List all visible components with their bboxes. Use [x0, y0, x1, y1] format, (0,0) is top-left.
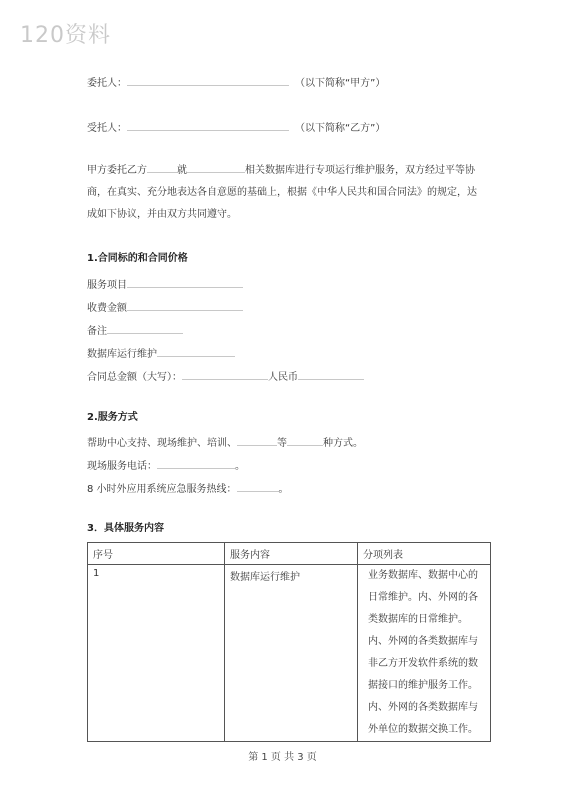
intro-paragraph — [87, 160, 477, 226]
header-content: 服务内容 — [225, 543, 358, 565]
item-blank[interactable] — [107, 321, 183, 334]
section3-title: 3．具体服务内容 — [87, 523, 164, 534]
item-label: 服务项目 — [87, 280, 127, 291]
intro-text-3: 相关数据库进行专项运行维护服务，双方经过平等协商，在真实、充分地表达各自意愿的基础上，根据《中华人民共和国合同法》的规定，达成如下协议，并由双方共同遵守。 — [87, 165, 477, 220]
contractor-line — [87, 118, 385, 136]
contractor-label: 受托人： — [87, 123, 127, 134]
section2-title: 2.服务方式 — [87, 412, 138, 423]
item-db-maintenance — [87, 344, 235, 362]
row-detail: 业务数据库、数据中心的日常维护。内、外网的各类数据库的日常维护。内、外网的各类数据库与非乙方开发软件系统的数据接口的维护服务工作。内、外网的各类数据库与外单位的数据交换工作。 — [358, 565, 491, 742]
modes-blank-2[interactable] — [287, 433, 323, 446]
intro-blank-2[interactable] — [187, 160, 245, 173]
item-fee-amount — [87, 298, 243, 316]
intro-text-2: 就 — [177, 165, 187, 176]
phone-blank[interactable] — [157, 456, 235, 469]
item-label: 数据库运行维护 — [87, 349, 157, 360]
intro-blank-1[interactable] — [147, 160, 177, 173]
total-amount-line — [87, 367, 364, 385]
item-label: 备注 — [87, 326, 107, 337]
intro-text-1: 甲方委托乙方 — [87, 165, 147, 176]
total-figure-blank[interactable] — [298, 367, 364, 380]
page-footer: 第 1 页 共 3 页 — [248, 752, 317, 763]
service-table — [87, 542, 491, 742]
table-row — [88, 565, 491, 742]
item-label: 收费金额 — [87, 303, 127, 314]
client-name-blank[interactable] — [127, 73, 289, 86]
total-label: 合同总金额（大写）： — [87, 372, 182, 383]
table-header-row — [88, 543, 491, 565]
item-blank[interactable] — [127, 275, 243, 288]
modes-text: 帮助中心支持、现场维护、培训、 — [87, 438, 237, 449]
row-no: 1 — [88, 565, 225, 742]
contractor-note: （以下简称“乙方”） — [295, 123, 386, 134]
contractor-name-blank[interactable] — [127, 118, 289, 131]
item-service-project — [87, 275, 243, 293]
client-note: （以下简称“甲方”） — [295, 78, 386, 89]
modes-blank-1[interactable] — [237, 433, 277, 446]
hotline-blank[interactable] — [237, 479, 279, 492]
total-words-blank[interactable] — [182, 367, 268, 380]
section1-title: 1.合同标的和合同价格 — [87, 253, 188, 264]
item-blank[interactable] — [157, 344, 235, 357]
phone-end: 。 — [235, 461, 245, 472]
header-no: 序号 — [88, 543, 225, 565]
hotline-end: 。 — [278, 484, 289, 495]
hotline-label: 8 小时外应用系统应急服务热线： — [87, 484, 237, 495]
phone-label: 现场服务电话： — [87, 461, 157, 472]
modes-text-3: 种方式。 — [323, 438, 363, 449]
watermark-logo: 120资料 — [20, 23, 111, 48]
modes-text-2: 等 — [277, 438, 287, 449]
item-remark — [87, 321, 183, 339]
item-blank[interactable] — [127, 298, 243, 311]
client-label: 委托人： — [87, 78, 127, 89]
service-modes-line — [87, 433, 363, 451]
currency-label: 人民币 — [268, 372, 298, 383]
header-detail: 分项列表 — [358, 543, 491, 565]
client-line — [87, 73, 385, 91]
onsite-phone-line — [87, 456, 245, 474]
row-content: 数据库运行维护 — [225, 565, 358, 742]
hotline-line — [87, 479, 289, 497]
